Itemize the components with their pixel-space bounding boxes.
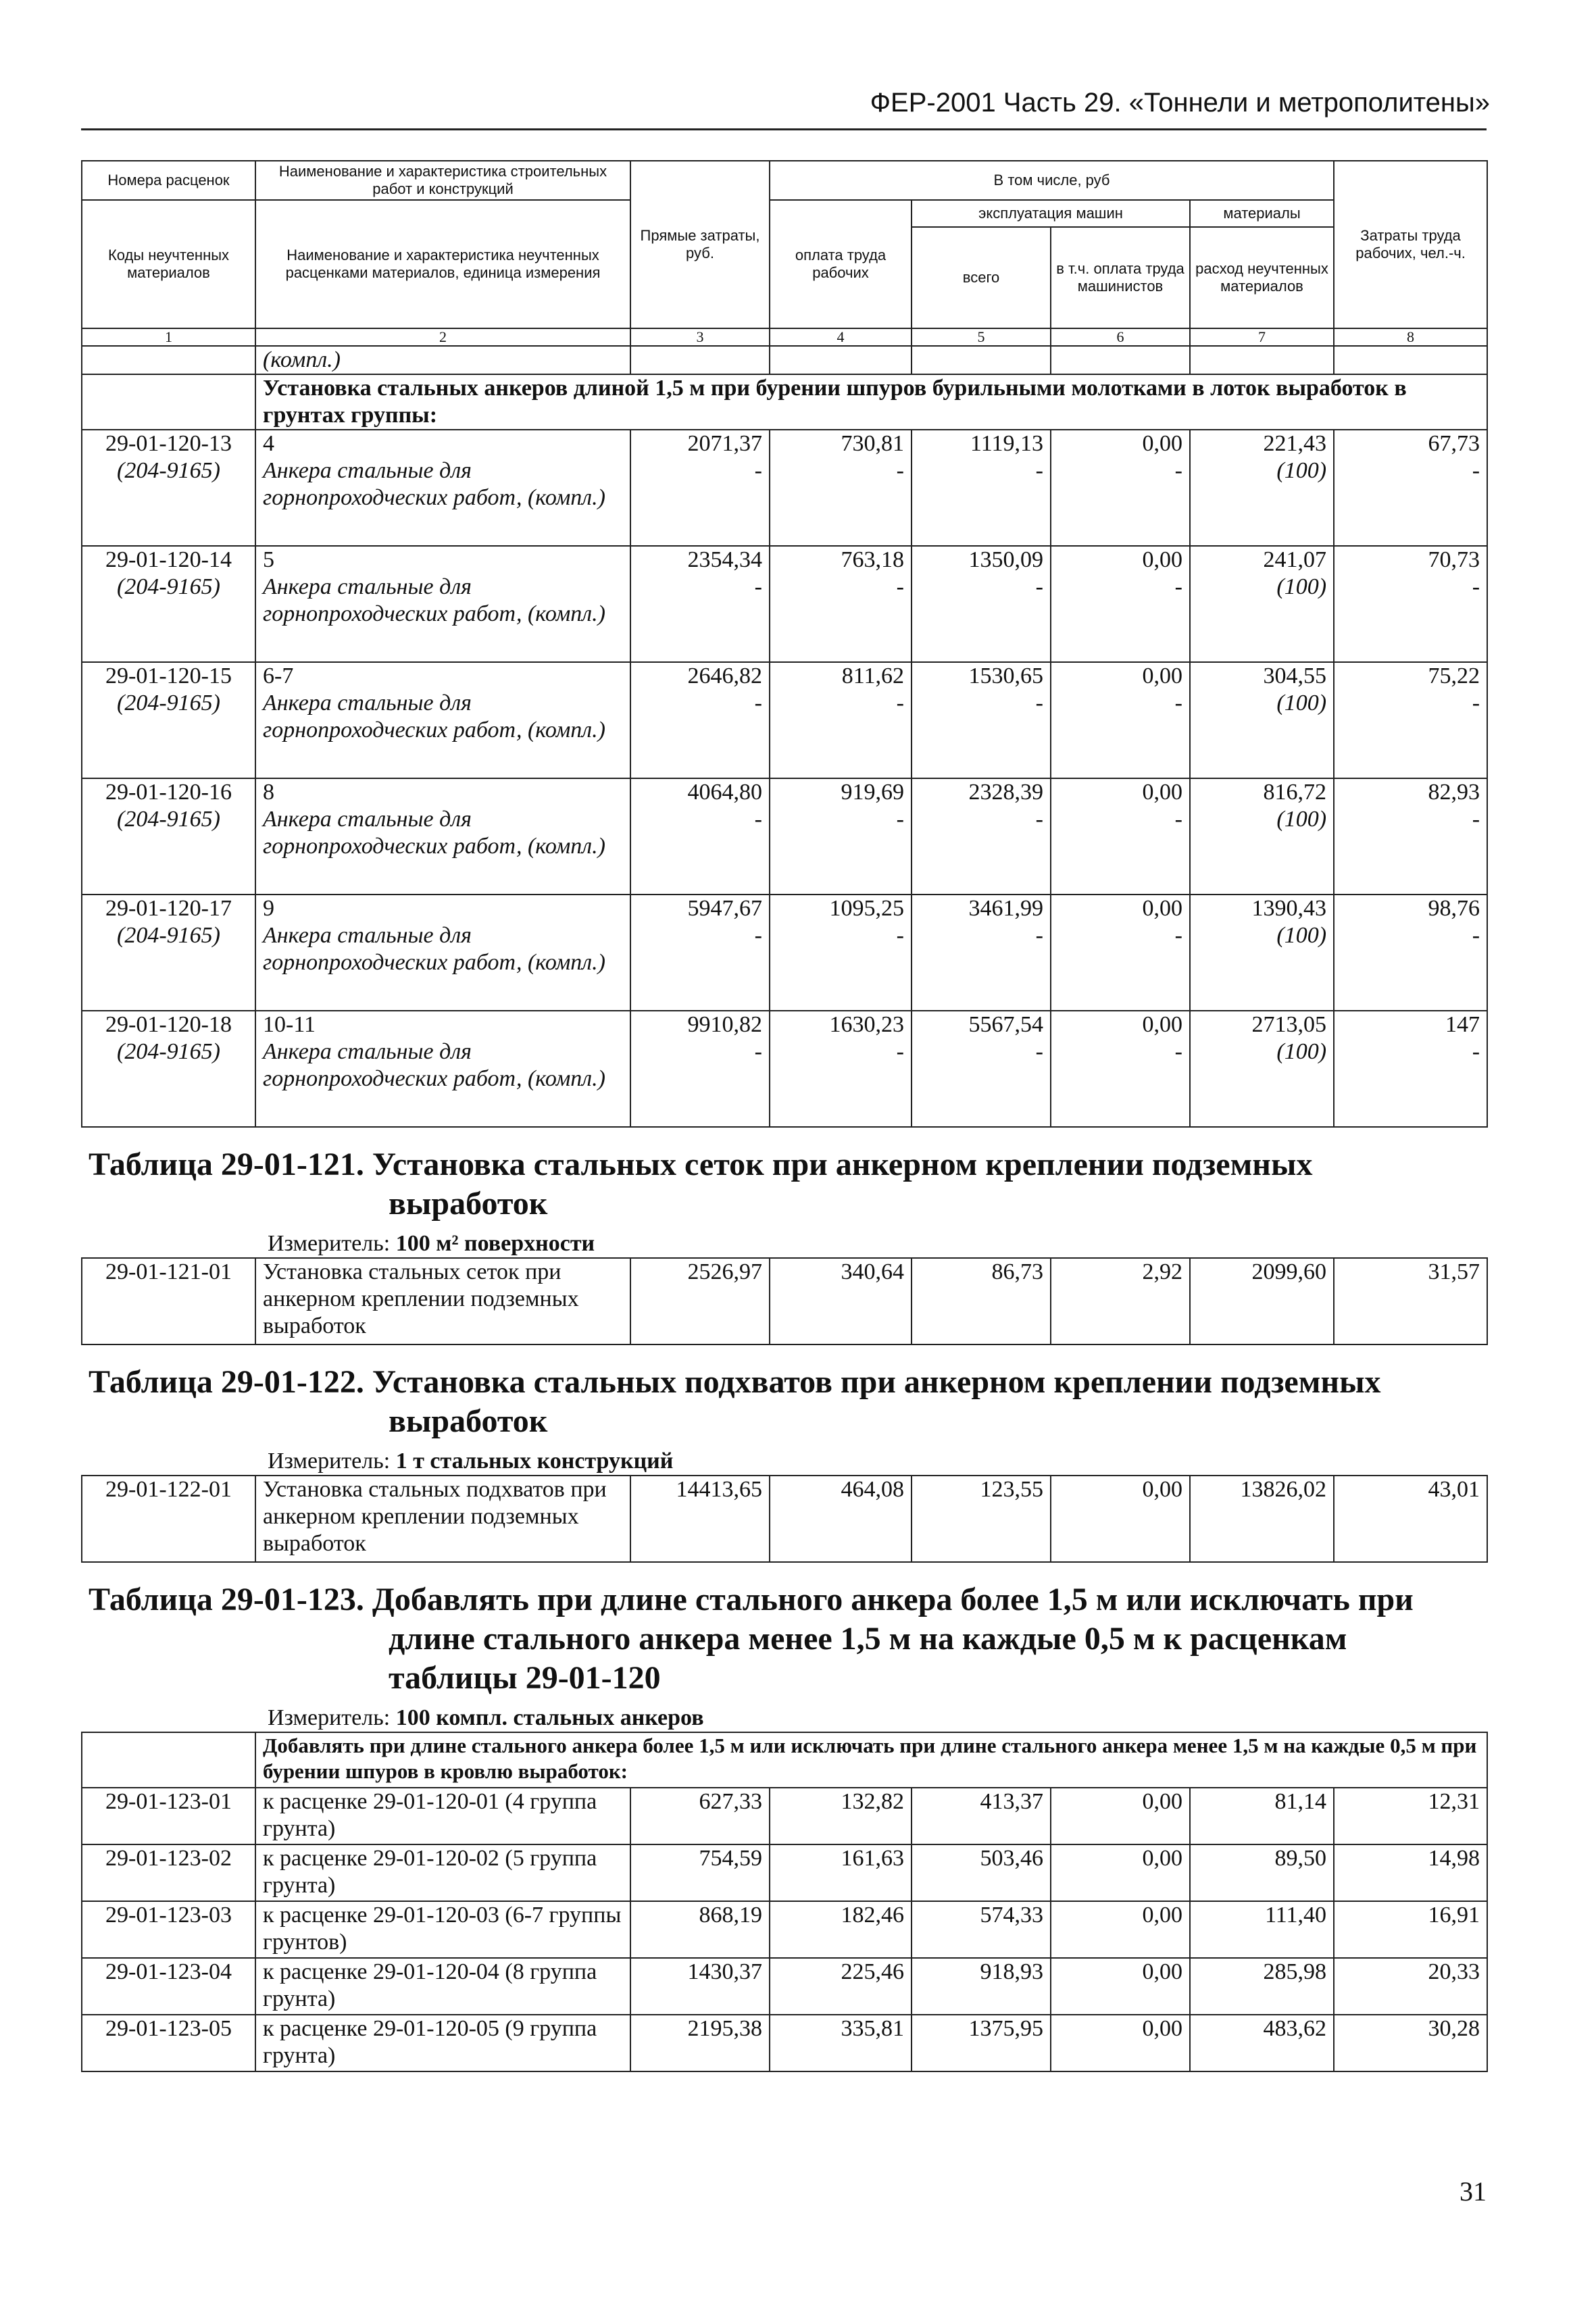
material-consumption: (100) bbox=[1276, 690, 1327, 715]
machines-total: 1350,09 bbox=[968, 547, 1043, 572]
table-row bbox=[82, 1011, 1487, 1127]
table-row bbox=[82, 778, 1487, 895]
material-code: (204-9165) bbox=[117, 458, 220, 483]
labor-hours: 31,57 bbox=[1334, 1258, 1487, 1344]
machines-total: 1530,65 bbox=[968, 663, 1043, 688]
col-number: 6 bbox=[1051, 328, 1190, 346]
col2-bottom-header: Наименование и характеристика неучтенных расценками материалов, единица измерения bbox=[255, 200, 630, 328]
machines-total-material: - bbox=[1035, 1039, 1043, 1064]
labor-pay: 763,18 bbox=[841, 547, 904, 572]
soil-group: 10-11 bbox=[263, 1012, 316, 1037]
soil-group: 8 bbox=[263, 780, 274, 805]
table-row bbox=[82, 2015, 1487, 2071]
table-row bbox=[82, 1476, 1487, 1562]
labor-hours: 147 bbox=[1445, 1012, 1480, 1037]
labor-pay: 1630,23 bbox=[829, 1012, 904, 1037]
materials-cost: 111,40 bbox=[1190, 1901, 1334, 1958]
table-123-title-line: длине стального анкера менее 1,5 м на каждые 0,5 м к расценкам bbox=[389, 1621, 1347, 1657]
operators-pay: 0,00 bbox=[1051, 1901, 1190, 1958]
labor-hours: 82,93 bbox=[1428, 780, 1480, 805]
table-123-measure bbox=[89, 1705, 1480, 1732]
machines-total: 5567,54 bbox=[968, 1012, 1043, 1037]
operators-pay: 0,00 bbox=[1142, 431, 1182, 456]
work-desc: к расценке 29-01-120-04 (8 группа грунта) bbox=[255, 1958, 630, 2015]
col2-top-header: Наименование и характеристика строительных работ и конструкций bbox=[255, 161, 630, 200]
operators-pay: 0,00 bbox=[1142, 896, 1182, 921]
continuation-row bbox=[82, 346, 1487, 374]
col6-header: в т.ч. оплата труда машинистов bbox=[1051, 227, 1190, 328]
operators-pay-material: - bbox=[1174, 574, 1182, 599]
labor-pay: 811,62 bbox=[841, 663, 904, 688]
direct-costs: 4064,80 bbox=[687, 780, 762, 805]
col4-header: оплата труда рабочих bbox=[770, 200, 912, 328]
labor-pay: 730,81 bbox=[841, 431, 904, 456]
labor-pay-material: - bbox=[896, 807, 904, 832]
col-number: 8 bbox=[1334, 328, 1487, 346]
table-122-title-line: Таблица 29-01-122. Установка стальных подхватов при анкерном креплении подземных bbox=[89, 1364, 1381, 1400]
operators-pay: 0,00 bbox=[1142, 1012, 1182, 1037]
header-row-2 bbox=[82, 200, 1487, 227]
labor-hours: 75,22 bbox=[1428, 663, 1480, 688]
materials-cost: 241,07 bbox=[1263, 547, 1327, 572]
operators-pay-material: - bbox=[1174, 458, 1182, 483]
materials-cost: 483,62 bbox=[1190, 2015, 1334, 2071]
labor-hours-material: - bbox=[1472, 690, 1480, 715]
materials-cost: 2099,60 bbox=[1190, 1258, 1334, 1344]
operators-pay: 0,00 bbox=[1051, 1788, 1190, 1844]
material-consumption: (100) bbox=[1276, 923, 1327, 948]
direct-costs: 754,59 bbox=[630, 1844, 770, 1901]
rate-code: 29-01-122-01 bbox=[82, 1476, 255, 1562]
table-121-title-line: выработок bbox=[389, 1186, 548, 1222]
direct-costs-material: - bbox=[754, 458, 762, 483]
labor-hours: 67,73 bbox=[1428, 431, 1480, 456]
continuation-text: (компл.) bbox=[255, 346, 630, 374]
machines-total-material: - bbox=[1035, 690, 1043, 715]
machines-total-material: - bbox=[1035, 574, 1043, 599]
materials-cost: 221,43 bbox=[1263, 431, 1327, 456]
direct-costs: 14413,65 bbox=[630, 1476, 770, 1562]
header-row-1 bbox=[82, 161, 1487, 200]
table-row bbox=[82, 430, 1487, 546]
labor-pay: 464,08 bbox=[770, 1476, 912, 1562]
material-desc: Анкера стальные для горнопроходческих работ, (компл.) bbox=[263, 1039, 605, 1091]
col-number: 7 bbox=[1190, 328, 1334, 346]
direct-costs: 2195,38 bbox=[630, 2015, 770, 2071]
measure-value: 100 компл. стальных анкеров bbox=[395, 1705, 704, 1730]
operators-pay: 0,00 bbox=[1051, 1476, 1190, 1562]
direct-costs: 9910,82 bbox=[687, 1012, 762, 1037]
section-row bbox=[82, 1732, 1487, 1788]
machines-total: 918,93 bbox=[912, 1958, 1051, 2015]
operators-pay-material: - bbox=[1174, 807, 1182, 832]
material-code: (204-9165) bbox=[117, 574, 220, 599]
table-122-title-line: выработок bbox=[389, 1403, 548, 1439]
table-123-title-row bbox=[82, 1562, 1487, 1732]
rate-code: 29-01-120-16 bbox=[105, 780, 232, 805]
operators-pay: 0,00 bbox=[1142, 547, 1182, 572]
table-row bbox=[82, 546, 1487, 662]
machines-total: 86,73 bbox=[912, 1258, 1051, 1344]
machines-total: 123,55 bbox=[912, 1476, 1051, 1562]
col3-header: Прямые затраты, руб. bbox=[630, 161, 770, 328]
material-desc: Анкера стальные для горнопроходческих работ, (компл.) bbox=[263, 574, 605, 626]
labor-pay-material: - bbox=[896, 923, 904, 948]
material-consumption: (100) bbox=[1276, 574, 1327, 599]
section-title: Добавлять при длине стального анкера более 1,5 м или исключать при длине стального анкера менее 1,5 м на каждые 0,5 м при бурении шпуров в кровлю выработок: bbox=[255, 1732, 1487, 1788]
materials-cost: 304,55 bbox=[1263, 663, 1327, 688]
direct-costs: 868,19 bbox=[630, 1901, 770, 1958]
labor-hours: 14,98 bbox=[1334, 1844, 1487, 1901]
labor-hours: 30,28 bbox=[1334, 2015, 1487, 2071]
labor-pay-material: - bbox=[896, 574, 904, 599]
labor-hours: 43,01 bbox=[1334, 1476, 1487, 1562]
soil-group: 6-7 bbox=[263, 663, 294, 688]
materials-cost: 285,98 bbox=[1190, 1958, 1334, 2015]
labor-pay: 225,46 bbox=[770, 1958, 912, 2015]
running-title: ФЕР-2001 Часть 29. «Тоннели и метрополитены» bbox=[870, 88, 1490, 118]
rate-code: 29-01-123-02 bbox=[82, 1844, 255, 1901]
measure-label: Измеритель: bbox=[268, 1705, 391, 1730]
labor-hours: 70,73 bbox=[1428, 547, 1480, 572]
material-consumption: (100) bbox=[1276, 458, 1327, 483]
labor-hours-material: - bbox=[1472, 1039, 1480, 1064]
material-consumption: (100) bbox=[1276, 807, 1327, 832]
table-row bbox=[82, 1958, 1487, 2015]
materials-cost: 2713,05 bbox=[1251, 1012, 1327, 1037]
direct-costs: 2071,37 bbox=[687, 431, 762, 456]
labor-hours-material: - bbox=[1472, 574, 1480, 599]
labor-pay-material: - bbox=[896, 690, 904, 715]
labor-hours: 20,33 bbox=[1334, 1958, 1487, 2015]
rate-code: 29-01-123-01 bbox=[82, 1788, 255, 1844]
table-121-title-line: Таблица 29-01-121. Установка стальных сеток при анкерном креплении подземных bbox=[89, 1147, 1313, 1182]
direct-costs-material: - bbox=[754, 690, 762, 715]
labor-pay: 335,81 bbox=[770, 2015, 912, 2071]
machines-total: 574,33 bbox=[912, 1901, 1051, 1958]
col-number: 3 bbox=[630, 328, 770, 346]
material-desc: Анкера стальные для горнопроходческих работ, (компл.) bbox=[263, 923, 605, 975]
rates-table bbox=[81, 160, 1488, 2072]
rate-code: 29-01-123-04 bbox=[82, 1958, 255, 2015]
labor-pay: 1095,25 bbox=[829, 896, 904, 921]
material-code: (204-9165) bbox=[117, 690, 220, 715]
material-code: (204-9165) bbox=[117, 807, 220, 832]
col-number: 1 bbox=[82, 328, 255, 346]
material-code: (204-9165) bbox=[117, 923, 220, 948]
materials-cost: 13826,02 bbox=[1190, 1476, 1334, 1562]
machines-total-material: - bbox=[1035, 807, 1043, 832]
rate-code: 29-01-120-18 bbox=[105, 1012, 232, 1037]
labor-pay: 161,63 bbox=[770, 1844, 912, 1901]
machines-total: 503,46 bbox=[912, 1844, 1051, 1901]
labor-pay-material: - bbox=[896, 458, 904, 483]
table-121-title bbox=[89, 1128, 1480, 1230]
section-row bbox=[82, 374, 1487, 430]
materials-cost: 81,14 bbox=[1190, 1788, 1334, 1844]
table-122-title-row bbox=[82, 1344, 1487, 1476]
rate-code: 29-01-120-17 bbox=[105, 896, 232, 921]
materials-cost: 1390,43 bbox=[1251, 896, 1327, 921]
rate-code: 29-01-121-01 bbox=[82, 1258, 255, 1344]
direct-costs: 2526,97 bbox=[630, 1258, 770, 1344]
page-number: 31 bbox=[1460, 2176, 1487, 2207]
soil-group: 4 bbox=[263, 431, 274, 456]
header-rule bbox=[81, 128, 1487, 130]
col-number: 4 bbox=[770, 328, 912, 346]
machines-total: 3461,99 bbox=[968, 896, 1043, 921]
labor-hours-material: - bbox=[1472, 807, 1480, 832]
material-desc: Анкера стальные для горнопроходческих работ, (компл.) bbox=[263, 690, 605, 743]
col8-header: Затраты труда рабочих, чел.-ч. bbox=[1334, 161, 1487, 328]
operators-pay: 2,92 bbox=[1051, 1258, 1190, 1344]
machines-total-material: - bbox=[1035, 458, 1043, 483]
rate-code: 29-01-123-03 bbox=[82, 1901, 255, 1958]
soil-group: 9 bbox=[263, 896, 274, 921]
labor-pay-material: - bbox=[896, 1039, 904, 1064]
measure-value: 100 м² поверхности bbox=[395, 1231, 595, 1256]
work-desc: к расценке 29-01-120-01 (4 группа грунта) bbox=[255, 1788, 630, 1844]
table-121-measure bbox=[89, 1230, 1480, 1257]
measure-label: Измеритель: bbox=[268, 1449, 391, 1474]
operators-pay-material: - bbox=[1174, 690, 1182, 715]
rate-code: 29-01-120-13 bbox=[105, 431, 232, 456]
table-121-title-row bbox=[82, 1127, 1487, 1258]
table-123-title-line: Таблица 29-01-123. Добавлять при длине стального анкера более 1,5 м или исключать при bbox=[89, 1582, 1414, 1617]
section-title: Установка стальных анкеров длиной 1,5 м при бурении шпуров бурильными молотками в лоток выработок в грунтах группы: bbox=[255, 374, 1487, 430]
machines-total-material: - bbox=[1035, 923, 1043, 948]
rate-code: 29-01-120-14 bbox=[105, 547, 232, 572]
machines-total: 413,37 bbox=[912, 1788, 1051, 1844]
materials-cost: 816,72 bbox=[1263, 780, 1327, 805]
table-123-title-line: таблицы 29-01-120 bbox=[389, 1660, 661, 1696]
direct-costs-material: - bbox=[754, 807, 762, 832]
table-122-measure bbox=[89, 1448, 1480, 1475]
soil-group: 5 bbox=[263, 547, 274, 572]
labor-pay: 182,46 bbox=[770, 1901, 912, 1958]
machines-total: 2328,39 bbox=[968, 780, 1043, 805]
col7-header: расход неучтенных материалов bbox=[1190, 227, 1334, 328]
operators-pay: 0,00 bbox=[1142, 780, 1182, 805]
labor-pay: 132,82 bbox=[770, 1788, 912, 1844]
col-number: 2 bbox=[255, 328, 630, 346]
material-code: (204-9165) bbox=[117, 1039, 220, 1064]
work-desc: к расценке 29-01-120-03 (6-7 группы грунтов) bbox=[255, 1901, 630, 1958]
table-row bbox=[82, 1901, 1487, 1958]
col-number: 5 bbox=[912, 328, 1051, 346]
col1-top-header: Номера расценок bbox=[82, 161, 255, 200]
direct-costs: 627,33 bbox=[630, 1788, 770, 1844]
labor-hours: 98,76 bbox=[1428, 896, 1480, 921]
operators-pay: 0,00 bbox=[1142, 663, 1182, 688]
operators-pay-material: - bbox=[1174, 1039, 1182, 1064]
work-desc: к расценке 29-01-120-05 (9 группа грунта) bbox=[255, 2015, 630, 2071]
materials-cost: 89,50 bbox=[1190, 1844, 1334, 1901]
col5-header: всего bbox=[912, 227, 1051, 328]
direct-costs: 2646,82 bbox=[687, 663, 762, 688]
operators-pay: 0,00 bbox=[1051, 1958, 1190, 2015]
machines-total: 1119,13 bbox=[970, 431, 1043, 456]
direct-costs-material: - bbox=[754, 923, 762, 948]
labor-pay: 919,69 bbox=[841, 780, 904, 805]
materials-header: материалы bbox=[1190, 200, 1334, 227]
table-row bbox=[82, 895, 1487, 1011]
machines-total: 1375,95 bbox=[912, 2015, 1051, 2071]
column-numbers-row bbox=[82, 328, 1487, 346]
labor-hours-material: - bbox=[1472, 458, 1480, 483]
table-122-title bbox=[89, 1345, 1480, 1448]
direct-costs-material: - bbox=[754, 574, 762, 599]
group-header: В том числе, руб bbox=[770, 161, 1334, 200]
work-desc: Установка стальных подхватов при анкерном креплении подземных выработок bbox=[255, 1476, 630, 1562]
direct-costs-material: - bbox=[754, 1039, 762, 1064]
measure-value: 1 т стальных конструкций bbox=[395, 1449, 674, 1474]
material-consumption: (100) bbox=[1276, 1039, 1327, 1064]
table-row bbox=[82, 1258, 1487, 1344]
labor-hours: 12,31 bbox=[1334, 1788, 1487, 1844]
material-desc: Анкера стальные для горнопроходческих работ, (компл.) bbox=[263, 458, 605, 510]
measure-label: Измеритель: bbox=[268, 1231, 391, 1256]
labor-hours: 16,91 bbox=[1334, 1901, 1487, 1958]
rate-code: 29-01-120-15 bbox=[105, 663, 232, 688]
direct-costs: 2354,34 bbox=[687, 547, 762, 572]
table-row bbox=[82, 1844, 1487, 1901]
operators-pay: 0,00 bbox=[1051, 1844, 1190, 1901]
labor-pay: 340,64 bbox=[770, 1258, 912, 1344]
table-123-title bbox=[89, 1563, 1480, 1705]
material-desc: Анкера стальные для горнопроходческих работ, (компл.) bbox=[263, 807, 605, 859]
operators-pay-material: - bbox=[1174, 923, 1182, 948]
machines-header: эксплуатация машин bbox=[912, 200, 1190, 227]
direct-costs: 1430,37 bbox=[630, 1958, 770, 2015]
col1-bottom-header: Коды неучтенных материалов bbox=[82, 200, 255, 328]
direct-costs: 5947,67 bbox=[687, 896, 762, 921]
table-row bbox=[82, 1788, 1487, 1844]
operators-pay: 0,00 bbox=[1051, 2015, 1190, 2071]
work-desc: Установка стальных сеток при анкерном креплении подземных выработок bbox=[255, 1258, 630, 1344]
rate-code: 29-01-123-05 bbox=[82, 2015, 255, 2071]
work-desc: к расценке 29-01-120-02 (5 группа грунта) bbox=[255, 1844, 630, 1901]
table-row bbox=[82, 662, 1487, 778]
labor-hours-material: - bbox=[1472, 923, 1480, 948]
